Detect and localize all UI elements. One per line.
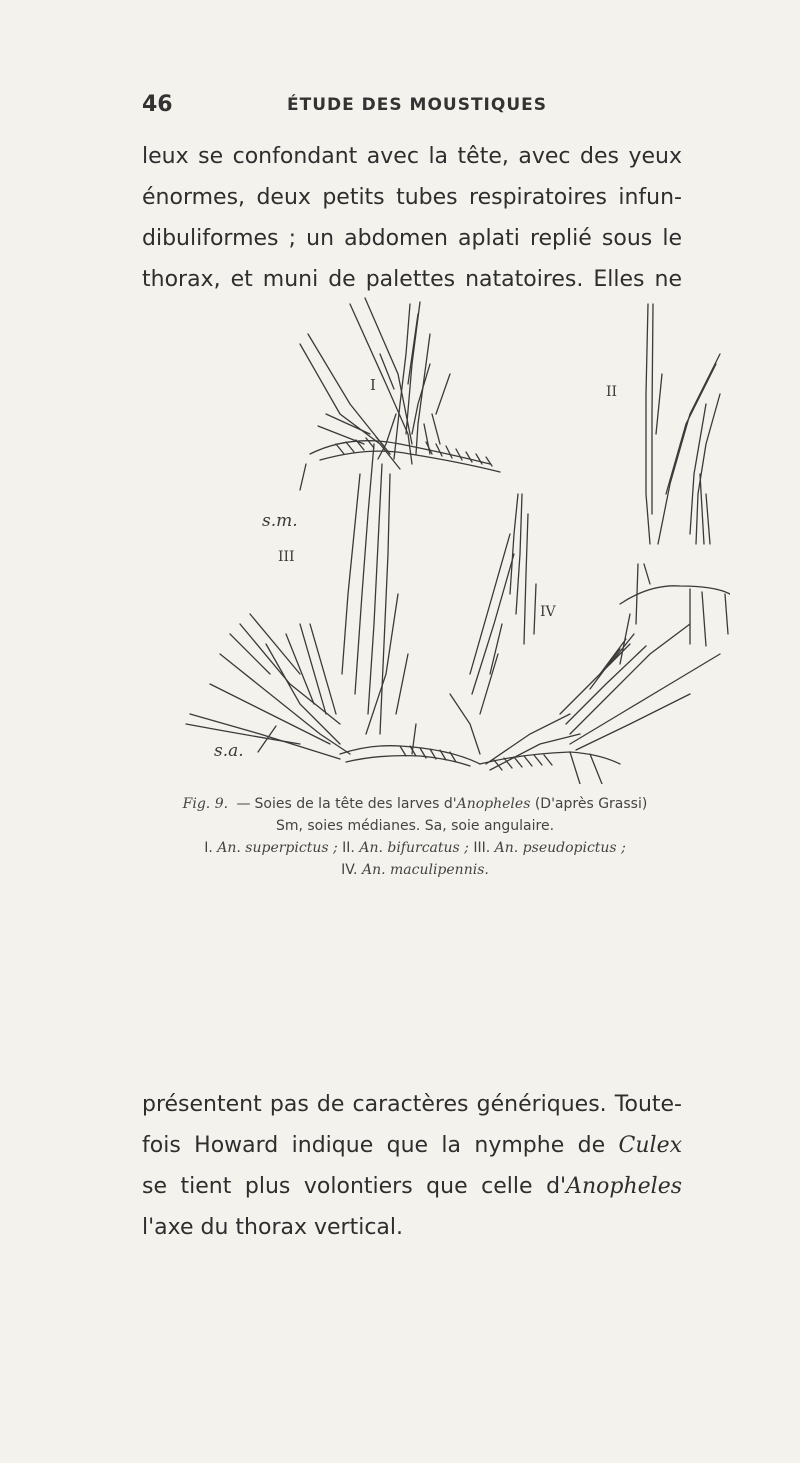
caption-species-4: An. maculipennis. (361, 862, 489, 878)
caption-num-2: II. (342, 840, 355, 856)
text-line (142, 1125, 682, 1166)
caption-line-4 (150, 859, 680, 881)
caption-line-3 (150, 837, 680, 859)
caption-source: (D'après Grassi) (534, 796, 648, 812)
caption-num-4: IV. (341, 862, 358, 878)
panel-iii-drawing (186, 444, 480, 766)
caption-dash: — (236, 796, 251, 812)
panel-ii-drawing (620, 304, 730, 664)
caption-num-1: I. (204, 840, 213, 856)
text-line: l'axe du thorax vertical. (142, 1215, 404, 1240)
text-fragment: fois Howard indique que la nymphe de (142, 1133, 619, 1158)
caption-figure-number: Fig. 9. (182, 796, 229, 812)
text-line: énormes, deux petits tubes respiratoires infun- (142, 185, 682, 210)
caption-species-1: An. superpictus ; (217, 840, 338, 856)
caption-line-1 (150, 793, 680, 815)
text-line: leux se confondant avec la tête, avec des yeux (142, 144, 682, 169)
page-number: 46 (142, 92, 173, 117)
text-line: dibuliformes ; un abdomen aplati replié sous le (142, 226, 682, 251)
label-roman-i: I (370, 376, 376, 394)
text-line: thorax, et muni de palettes natatoires. Elles ne (142, 267, 682, 292)
figure-illustration (150, 294, 730, 784)
genus-anopheles: Anopheles (566, 1174, 682, 1199)
label-setae-medianes: s.m. (262, 511, 298, 531)
figure-caption (150, 793, 680, 881)
label-roman-iv: IV (540, 604, 556, 620)
paragraph-bottom (142, 1084, 682, 1248)
label-roman-iii: III (278, 549, 295, 565)
running-head (142, 92, 682, 122)
caption-species-2: An. bifurcatus ; (359, 840, 469, 856)
figure-larva-setae (150, 294, 730, 784)
caption-line-2: Sm, soies médianes. Sa, soie angulaire. (275, 818, 555, 834)
caption-text: Soies de la tête des larves d' (254, 796, 457, 812)
label-roman-ii: II (606, 384, 618, 400)
text-line (142, 1166, 682, 1207)
genus-culex: Culex (618, 1133, 682, 1158)
panel-iv-drawing (450, 494, 720, 784)
panel-i-drawing (300, 298, 500, 490)
label-soie-angulaire: s.a. (214, 741, 244, 761)
text-line: présentent pas de caractères génériques. Toute- (142, 1092, 682, 1117)
caption-species-3: An. pseudopictus ; (494, 840, 626, 856)
text-fragment: se tient plus volontiers que celle d' (142, 1174, 567, 1199)
paragraph-top (142, 136, 682, 300)
running-title: ÉTUDE DES MOUSTIQUES (287, 95, 547, 115)
caption-num-3: III. (473, 840, 491, 856)
caption-genus: Anopheles (456, 796, 531, 812)
